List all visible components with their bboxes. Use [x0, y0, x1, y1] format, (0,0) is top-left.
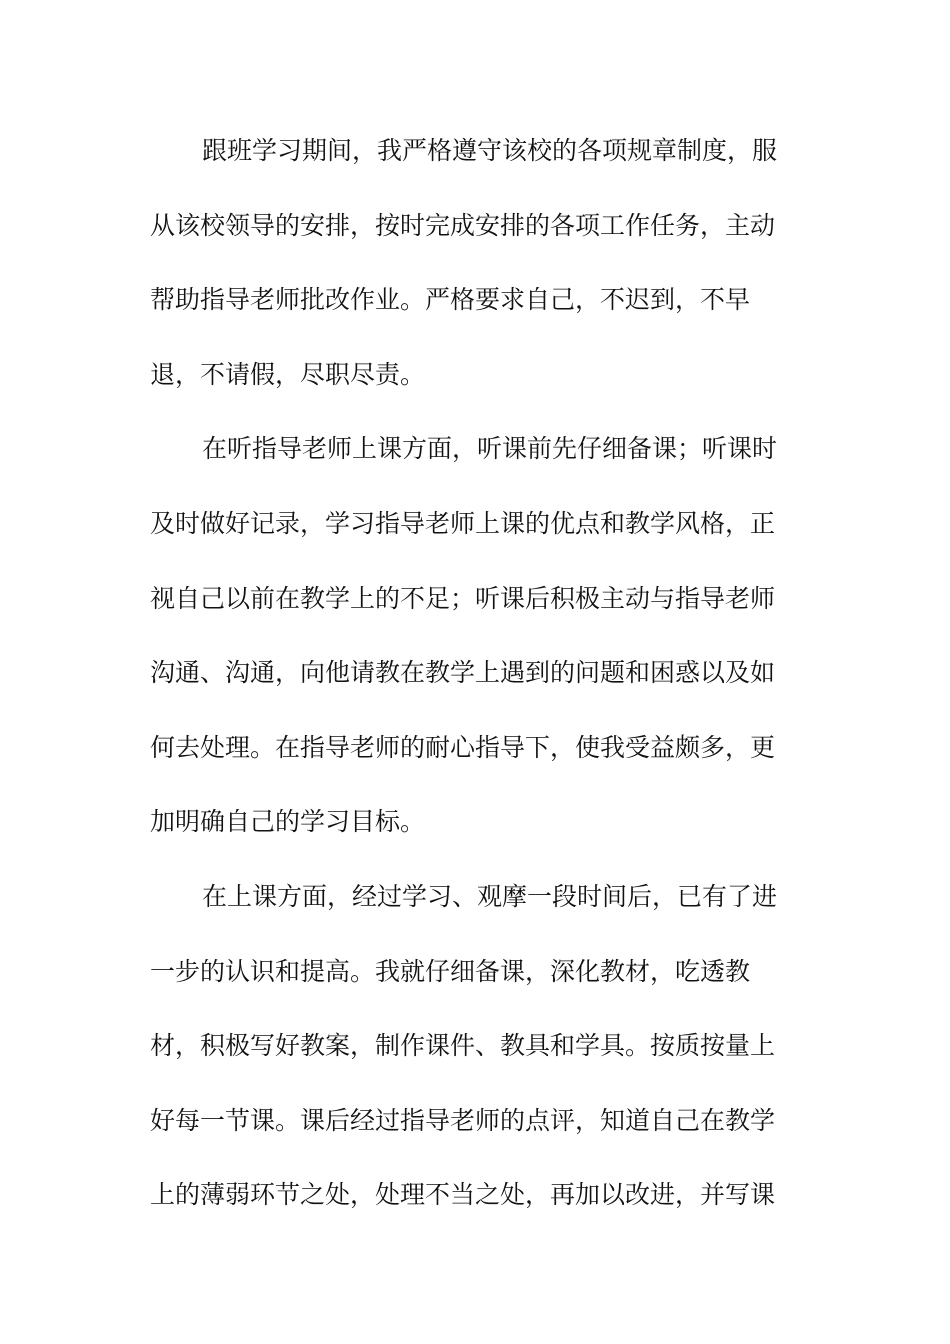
- text-line: 加明确自己的学习目标。: [150, 807, 426, 837]
- text-line: 一步的认识和提高。我就仔细备课，深化教材，吃透教: [150, 956, 751, 986]
- text-line: 帮助指导老师批改作业。严格要求自己，不迟到，不早: [150, 285, 751, 315]
- text-line: 上的薄弱环节之处，处理不当之处，再加以改进，并写课: [150, 1180, 776, 1210]
- body-text: [150, 114, 792, 1233]
- text-line: 从该校领导的安排，按时完成安排的各项工作任务，主动: [150, 210, 776, 240]
- text-line: 跟班学习期间，我严格遵守该校的各项规章制度，服: [202, 136, 778, 165]
- text-line: 在上课方面，经过学习、观摩一段时间后，已有了进: [202, 881, 778, 911]
- text-line: 在听指导老师上课方面，听课前先仔细备课；听课时: [202, 434, 778, 464]
- text-line: 好每一节课。课后经过指导老师的点评，知道自己在教学: [150, 1105, 776, 1135]
- paragraph-1: [150, 114, 792, 412]
- text-line: 及时做好记录，学习指导老师上课的优点和教学风格，正: [150, 508, 776, 538]
- text-line: 退，不请假，尽职尽责。: [150, 359, 426, 389]
- text-line: 何去处理。在指导老师的耐心指导下，使我受益颇多，更: [150, 732, 776, 762]
- text-line: 材，积极写好教案，制作课件、教具和学具。按质按量上: [150, 1031, 776, 1061]
- text-line: 沟通、沟通，向他请教在教学上遇到的问题和困惑以及如: [150, 658, 776, 688]
- paragraph-3: [150, 860, 792, 1233]
- text-line: 视自己以前在教学上的不足；听课后积极主动与指导老师: [150, 583, 776, 613]
- paragraph-2: [150, 412, 792, 860]
